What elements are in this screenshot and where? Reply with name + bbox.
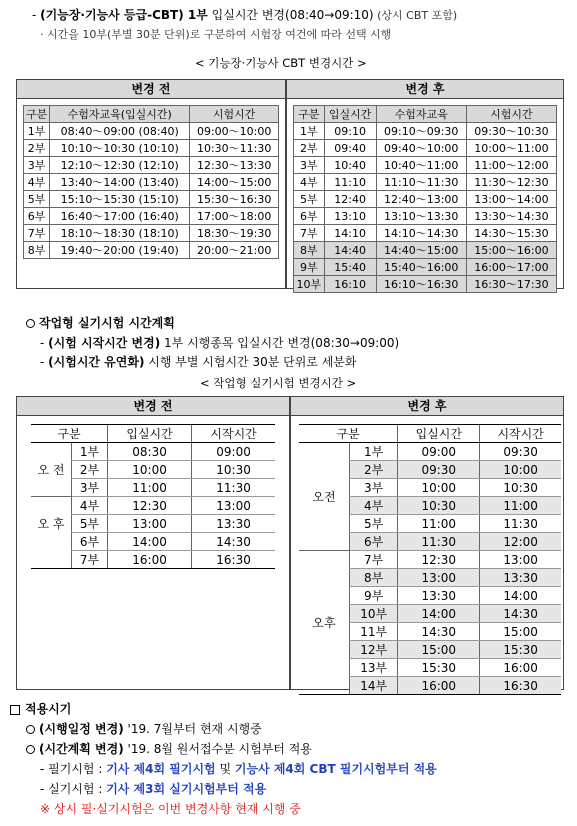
table-cell: 15:40～16:00 xyxy=(376,259,466,276)
table-cell: 16:40～17:00 (16:40) xyxy=(50,208,190,225)
table-row xyxy=(294,157,557,174)
table-cell: 15:10～15:30 (15:10) xyxy=(50,191,190,208)
table-cell: 10:00～11:00 xyxy=(466,140,556,157)
table-cell: 13부 xyxy=(350,659,398,677)
table-cell: 13:00 xyxy=(192,497,275,515)
table-cell: 15:40 xyxy=(324,259,376,276)
table-cell: 1부 xyxy=(72,443,108,461)
practical-after-panel xyxy=(290,396,564,693)
apply-item1: (시행일정 변경) '19. 7월부터 현재 시행중 xyxy=(26,722,262,736)
table-cell: 10:30 xyxy=(192,461,275,479)
table-cell: 10:10～10:30 (10:10) xyxy=(50,140,190,157)
table-cell: 9부 xyxy=(294,259,325,276)
practical-heading: 작업형 실기시험 시간계획 xyxy=(26,316,175,330)
table-cell: 12:30 xyxy=(398,551,480,569)
table-cell: 시작시간 xyxy=(192,425,275,443)
table-cell: 7부 xyxy=(72,551,108,569)
table-cell: 14:10 xyxy=(324,225,376,242)
apply-note: ※ 상시 필·실기시험은 이번 변경사항 현재 시행 중 xyxy=(40,802,301,816)
table-row xyxy=(24,140,279,157)
table-cell: 9부 xyxy=(350,587,398,605)
table-row xyxy=(31,443,275,461)
apply-item2: (시간계획 변경) '19. 8월 원서접수분 시험부터 적용 xyxy=(26,742,312,756)
table-cell: 16:30～17:30 xyxy=(466,276,556,293)
table-cell: 13:30 xyxy=(480,569,561,587)
table-cell: 1부 xyxy=(350,443,398,461)
table-cell: 3부 xyxy=(24,157,50,174)
table-cell: 14:00～15:00 xyxy=(190,174,279,191)
table-cell: 13:10 xyxy=(324,208,376,225)
table-cell: 14:30 xyxy=(480,605,561,623)
table-cell: 10:00 xyxy=(107,461,191,479)
circle-bullet-icon xyxy=(26,745,35,754)
table-row xyxy=(299,443,561,461)
table-cell: 08:30 xyxy=(107,443,191,461)
table-cell: 09:30 xyxy=(480,443,561,461)
table-cell: 2부 xyxy=(294,140,325,157)
table-cell: 10부 xyxy=(294,276,325,293)
table-cell: 13:30 xyxy=(192,515,275,533)
table-cell: 시험시간 xyxy=(190,106,279,123)
table-cell: 09:30～10:30 xyxy=(466,123,556,140)
apply-written: - 필기시험 : 기사 제4회 필기시험 및 기능사 제4회 CBT 필기시험부터 적용 xyxy=(40,762,437,776)
table-cell: 구분 xyxy=(24,106,50,123)
table-cell: 12:30～13:30 xyxy=(190,157,279,174)
table-cell: 12:40～13:00 xyxy=(376,191,466,208)
table-cell: 입실시간 xyxy=(107,425,191,443)
practical-after-table xyxy=(299,424,561,695)
cbt-before-table xyxy=(23,105,279,259)
table-row xyxy=(294,191,557,208)
table-cell: 15:30 xyxy=(398,659,480,677)
cbt-change-line: - (기능장·기능사 등급-CBT) 1부 입실시간 변경(08:40→09:10) (상시 CBT 포함) xyxy=(32,8,458,22)
table-row xyxy=(294,174,557,191)
table-cell: 10:00 xyxy=(398,479,480,497)
table-cell: 19:40～20:00 (19:40) xyxy=(50,242,190,259)
table-cell: 6부 xyxy=(350,533,398,551)
table-row xyxy=(299,551,561,569)
table-cell: 14:40～15:00 xyxy=(376,242,466,259)
table-cell: 11:00 xyxy=(480,497,561,515)
table-cell: 5부 xyxy=(24,191,50,208)
circle-bullet-icon xyxy=(26,319,35,328)
practical-before-title: 변경 전 xyxy=(17,397,289,416)
cbt-after-title: 변경 후 xyxy=(287,80,563,99)
table-cell: 14:00 xyxy=(480,587,561,605)
table-cell: 12부 xyxy=(350,641,398,659)
table-cell: 14:00 xyxy=(107,533,191,551)
table-cell: 13:00 xyxy=(480,551,561,569)
practical-after-title: 변경 후 xyxy=(291,397,563,416)
table-cell: 6부 xyxy=(24,208,50,225)
table-cell: 1부 xyxy=(24,123,50,140)
table-cell: 8부 xyxy=(350,569,398,587)
table-cell: 14:00 xyxy=(398,605,480,623)
table-cell: 12:30 xyxy=(107,497,191,515)
table-cell: 14:10～14:30 xyxy=(376,225,466,242)
table-cell: 11:00 xyxy=(107,479,191,497)
table-cell: 4부 xyxy=(72,497,108,515)
table-row xyxy=(24,225,279,242)
table-cell: 5부 xyxy=(294,191,325,208)
cbt-before-panel xyxy=(16,79,286,289)
table-cell: 10:40 xyxy=(324,157,376,174)
table-cell: 1부 xyxy=(294,123,325,140)
table-cell: 16:30 xyxy=(192,551,275,569)
table-cell: 5부 xyxy=(72,515,108,533)
table-cell: 7부 xyxy=(350,551,398,569)
square-bullet-icon xyxy=(10,705,20,715)
table-cell: 12:00 xyxy=(480,533,561,551)
table-cell: 입실시간 xyxy=(324,106,376,123)
table-cell: 10부 xyxy=(350,605,398,623)
table-cell: 14부 xyxy=(350,677,398,695)
table-cell: 2부 xyxy=(350,461,398,479)
circle-bullet-icon xyxy=(26,725,35,734)
table-cell: 13:30～14:30 xyxy=(466,208,556,225)
table-cell: 7부 xyxy=(294,225,325,242)
table-row xyxy=(24,242,279,259)
table-row xyxy=(294,106,557,123)
table-cell: 09:00～10:00 xyxy=(190,123,279,140)
table-cell: 11부 xyxy=(350,623,398,641)
table-row xyxy=(294,259,557,276)
table-row xyxy=(294,140,557,157)
table-cell: 8부 xyxy=(294,242,325,259)
table-cell: 13:40～14:00 (13:40) xyxy=(50,174,190,191)
table-cell: 6부 xyxy=(294,208,325,225)
practical-before-panel xyxy=(16,396,290,690)
table-cell: 16:10 xyxy=(324,276,376,293)
cbt-after-table xyxy=(293,105,557,293)
practical-line1: - (시험 시작시간 변경) 1부 시행종목 입실시간 변경(08:30→09:00) xyxy=(40,336,400,350)
table-cell: 오전 xyxy=(299,443,350,551)
table-cell: 3부 xyxy=(72,479,108,497)
table-cell: 10:40～11:00 xyxy=(376,157,466,174)
table-cell: 09:00 xyxy=(192,443,275,461)
table-row xyxy=(294,276,557,293)
table-cell: 09:40 xyxy=(324,140,376,157)
table-cell: 13:10～13:30 xyxy=(376,208,466,225)
table-cell: 15:00 xyxy=(480,623,561,641)
table-cell: 14:30～15:30 xyxy=(466,225,556,242)
table-cell: 7부 xyxy=(24,225,50,242)
table-cell: 18:10～18:30 (18:10) xyxy=(50,225,190,242)
table-cell: 4부 xyxy=(294,174,325,191)
table-cell: 12:10～12:30 (12:10) xyxy=(50,157,190,174)
table-cell: 10:00 xyxy=(480,461,561,479)
table-row xyxy=(24,106,279,123)
table-cell: 2부 xyxy=(24,140,50,157)
table-cell: 14:30 xyxy=(398,623,480,641)
table-cell: 2부 xyxy=(72,461,108,479)
table-cell: 14:30 xyxy=(192,533,275,551)
apply-heading: 적용시기 xyxy=(10,702,71,716)
table-cell: 구분 xyxy=(31,425,107,443)
apply-practical: - 실기시험 : 기사 제3회 실기시험부터 적용 xyxy=(40,782,267,796)
table-cell: 10:30 xyxy=(480,479,561,497)
table-cell: 시작시간 xyxy=(480,425,561,443)
table-row xyxy=(24,191,279,208)
table-cell: 09:10 xyxy=(324,123,376,140)
table-cell: 13:00 xyxy=(107,515,191,533)
table-cell: 수험자교육 xyxy=(376,106,466,123)
table-cell: 시험시간 xyxy=(466,106,556,123)
table-row xyxy=(31,425,275,443)
table-cell: 15:30 xyxy=(480,641,561,659)
table-cell: 16:30 xyxy=(480,677,561,695)
table-row xyxy=(24,157,279,174)
table-cell: 13:30 xyxy=(398,587,480,605)
table-cell: 09:10～09:30 xyxy=(376,123,466,140)
table-row xyxy=(24,123,279,140)
table-cell: 오후 xyxy=(299,551,350,695)
table-row xyxy=(299,425,561,443)
table-cell: 오 후 xyxy=(37,517,65,532)
table-cell: 08:40～09:00 (08:40) xyxy=(50,123,190,140)
table-row xyxy=(24,174,279,191)
table-cell: 09:40～10:00 xyxy=(376,140,466,157)
table-cell: 수험자교육(입실시간) xyxy=(50,106,190,123)
table-cell: 13:00～14:00 xyxy=(466,191,556,208)
table-cell: 11:30 xyxy=(480,515,561,533)
table-cell: 입실시간 xyxy=(398,425,480,443)
table-cell: 16:00 xyxy=(107,551,191,569)
table-row xyxy=(294,208,557,225)
practical-caption: < 작업형 실기시험 변경시간 > xyxy=(200,376,357,390)
table-cell: 11:00～12:00 xyxy=(466,157,556,174)
table-cell: 4부 xyxy=(24,174,50,191)
table-cell: 13:00 xyxy=(398,569,480,587)
table-row xyxy=(31,497,275,515)
table-cell: 3부 xyxy=(350,479,398,497)
table-row xyxy=(294,225,557,242)
table-cell: 09:00 xyxy=(398,443,480,461)
table-cell: 20:00～21:00 xyxy=(190,242,279,259)
table-row xyxy=(294,123,557,140)
table-cell: 8부 xyxy=(24,242,50,259)
table-cell: 18:30～19:30 xyxy=(190,225,279,242)
table-cell xyxy=(31,551,72,569)
table-cell: 11:30 xyxy=(398,533,480,551)
table-cell: 09:30 xyxy=(398,461,480,479)
table-cell: 3부 xyxy=(294,157,325,174)
table-cell: 16:10～16:30 xyxy=(376,276,466,293)
table-cell: 11:30～12:30 xyxy=(466,174,556,191)
table-cell: 11:00 xyxy=(398,515,480,533)
cbt-before-title: 변경 전 xyxy=(17,80,285,99)
table-cell: 구분 xyxy=(299,425,398,443)
table-cell: 16:00 xyxy=(480,659,561,677)
table-row xyxy=(24,208,279,225)
table-row xyxy=(31,551,275,569)
table-cell: 14:40 xyxy=(324,242,376,259)
table-cell: 11:10～11:30 xyxy=(376,174,466,191)
cbt-caption: < 기능장·기능사 CBT 변경시간 > xyxy=(195,56,367,70)
table-cell: 15:30～16:30 xyxy=(190,191,279,208)
table-row xyxy=(294,242,557,259)
table-cell: 15:00～16:00 xyxy=(466,242,556,259)
table-cell: 15:00 xyxy=(398,641,480,659)
table-cell: 11:10 xyxy=(324,174,376,191)
table-cell: 5부 xyxy=(350,515,398,533)
table-cell: 16:00 xyxy=(398,677,480,695)
table-cell: 구분 xyxy=(294,106,325,123)
practical-before-table xyxy=(31,424,275,569)
table-cell: 6부 xyxy=(72,533,108,551)
table-cell: 오 전 xyxy=(31,443,72,497)
table-cell: 17:00～18:00 xyxy=(190,208,279,225)
table-cell: 11:30 xyxy=(192,479,275,497)
table-cell: 16:00～17:00 xyxy=(466,259,556,276)
table-cell: 12:40 xyxy=(324,191,376,208)
cbt-note-line: · 시간을 10부(부별 30분 단위)로 구분하여 시험장 여건에 따라 선택 시행 xyxy=(40,28,392,41)
cbt-after-panel xyxy=(286,79,564,289)
table-cell: 10:30～11:30 xyxy=(190,140,279,157)
practical-line2: - (시험시간 유연화) 시행 부별 시험시간 30분 단위로 세분화 xyxy=(40,355,357,369)
cbt-change-bold: (기능장·기능사 등급-CBT) 1부 xyxy=(40,8,208,22)
table-cell: 10:30 xyxy=(398,497,480,515)
table-cell: 4부 xyxy=(350,497,398,515)
